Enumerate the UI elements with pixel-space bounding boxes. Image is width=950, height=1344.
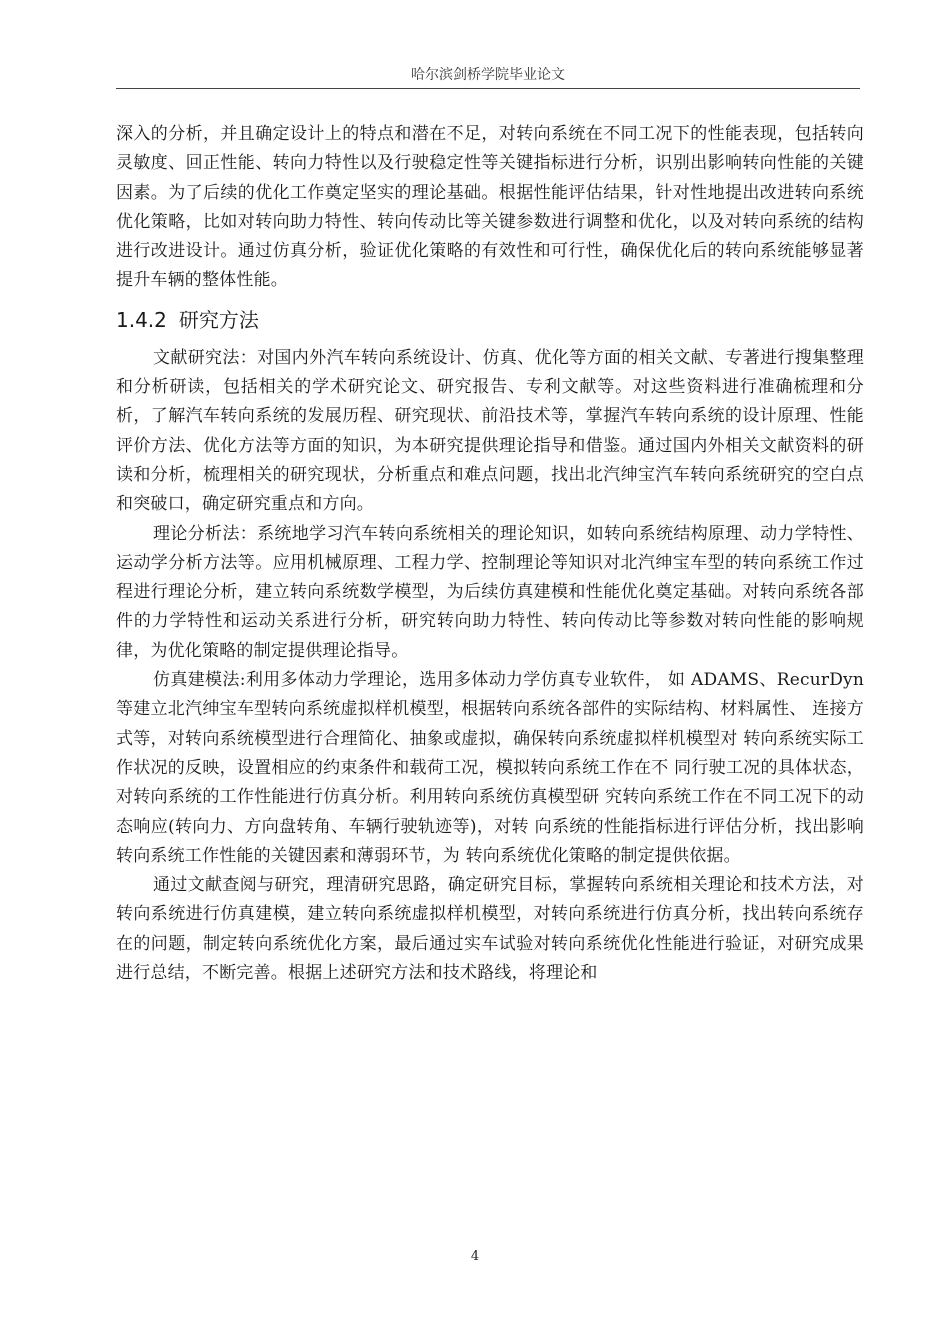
paragraph-summary: 通过文献查阅与研究，理清研究思路，确定研究目标，掌握转向系统相关理论和技术方法，对转向系统进行仿真建模，建立转向系统虚拟样机模型，对转向系统进行仿真分析，找出转向系统存在的问题，制定转向系统优化方案，最后通过实车试验对转向系统优化性能进行验证，对研究成果进行总结，不断完善。根据上述研究方法和技术路线，将理论和 xyxy=(116,875,864,984)
paragraph-literature-method: 文献研究法：对国内外汽车转向系统设计、仿真、优化等方面的相关文献、专著进行搜集整理和分析研读，包括相关的学术研究论文、研究报告、专利文献等。对这些资料进行准确梳理和分析，了解汽车转向系统的发展历程、研究现状、前沿技术等，掌握汽车转向系统的设计原理、性能评价方法、优化方法等方面的知识，为本研究提供理论指导和借鉴。通过国内外相关文献资料的研读和分析，梳理相关的研究现状，分析重点和难点问题，找出北汽绅宝汽车转向系统研究的空白点和突破口，确定研究重点和方向。 xyxy=(116,347,864,515)
running-header: 哈尔滨剑桥学院毕业论文 xyxy=(411,67,565,83)
page-number: 4 xyxy=(470,1249,480,1264)
paragraph-intro: 深入的分析，并且确定设计上的特点和潜在不足，对转向系统在不同工况下的性能表现，包括转向灵敏度、回正性能、转向力特性以及行驶稳定性等关键指标进行分析，识别出影响转向性能的关键因素。为了后续的优化工作奠定坚实的理论基础。根据性能评估结果，针对性地提出改进转向系统优化策略，比如对转向助力特性、转向传动比等关键参数进行调整和优化，以及对转向系统的结构进行改进设计。通过仿真分析，验证优化策略的有效性和可行性，确保优化后的转向系统能够显著提升车辆的整体性能。 xyxy=(116,124,864,291)
section-number: 1.4.2 xyxy=(116,307,167,332)
section-heading xyxy=(116,304,864,336)
document-body xyxy=(116,120,864,988)
header-divider xyxy=(116,88,860,89)
paragraph-simulation-method: 仿真建模法:利用多体动力学理论，选用多体动力学仿真专业软件， 如 ADAMS、RecurDyn 等建立北汽绅宝车型转向系统虚拟样机模型，根据转向系统各部件的实际结构、材料属性、 连接方式等，对转向系统模型进行合理简化、抽象或虚拟，确保转向系统虚拟样机模型对 转向系统实际工作状况的反映，设置相应的约束条件和载荷工况，模拟转向系统工作在不 同行驶工况的具体状态，对转向系统的工作性能进行仿真分析。利用转向系统仿真模型研 究转向系统工作在不同工况下的动态响应(转向力、方向盘转角、车辆行驶轨迹等)，对转 向系统的性能指标进行评估分析，找出影响转向系统工作性能的关键因素和薄弱环节，为 转向系统优化策略的制定提供依据。 xyxy=(116,670,864,866)
section-title: 研究方法 xyxy=(178,307,259,332)
paragraph-theory-method: 理论分析法：系统地学习汽车转向系统相关的理论知识，如转向系统结构原理、动力学特性、运动学分析方法等。应用机械原理、工程力学、控制理论等知识对北汽绅宝车型的转向系统工作过程进行理论分析，建立转向系统数学模型，为后续仿真建模和性能优化奠定基础。对转向系统各部件的力学特性和运动关系进行分析，研究转向助力特性、转向传动比等参数对转向性能的影响规律，为优化策略的制定提供理论指导。 xyxy=(116,523,864,661)
